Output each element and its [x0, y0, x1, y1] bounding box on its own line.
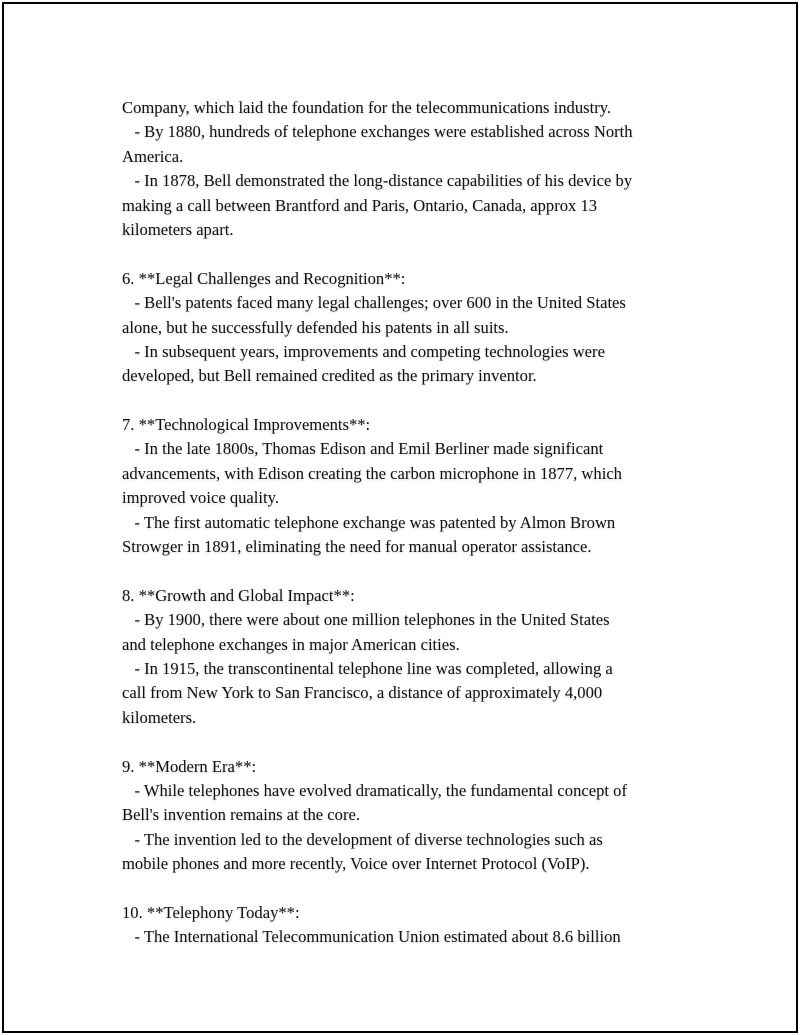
paragraph: [122, 96, 702, 242]
section-modern-era: [122, 755, 702, 877]
text-line: - The International Telecommunication Union estimated about 8.6 billion: [122, 927, 621, 947]
text-line: - Bell's patents faced many legal challenges; over 600 in the United States: [122, 293, 626, 313]
text-line: kilometers apart.: [122, 219, 234, 239]
text-line: call from New York to San Francisco, a distance of approximately 4,000: [122, 683, 603, 703]
text-line: - While telephones have evolved dramatically, the fundamental concept of: [122, 780, 627, 800]
text-line: making a call between Brantford and Paris, Ontario, Canada, approx 13: [122, 195, 598, 215]
section-heading: 6. **Legal Challenges and Recognition**:: [122, 268, 406, 288]
text-line: kilometers.: [122, 707, 197, 727]
section-heading: 9. **Modern Era**:: [122, 756, 257, 776]
text-line: advancements, with Edison creating the carbon microphone in 1877, which: [122, 463, 622, 483]
text-line: - The first automatic telephone exchange was patented by Almon Brown: [122, 512, 616, 532]
text-line: - In 1878, Bell demonstrated the long-distance capabilities of his device by: [122, 171, 633, 191]
page-frame: [2, 2, 798, 1033]
paragraph-spacer: [122, 389, 702, 413]
text-line: - In 1915, the transcontinental telephone line was completed, allowing a: [122, 658, 613, 678]
text-line: alone, but he successfully defended his patents in all suits.: [122, 317, 509, 337]
paragraph-spacer: [122, 242, 702, 266]
text-line: - By 1900, there were about one million telephones in the United States: [122, 610, 610, 630]
text-line: - The invention led to the development of diverse technologies such as: [122, 829, 603, 849]
text-line: Strowger in 1891, eliminating the need for manual operator assistance.: [122, 537, 592, 557]
text-line: - By 1880, hundreds of telephone exchanges were established across North: [122, 122, 633, 142]
section-technological-improvements: [122, 413, 702, 559]
text-line: Company, which laid the foundation for the telecommunications industry.: [122, 98, 612, 117]
section-heading: 7. **Technological Improvements**:: [122, 415, 371, 435]
text-line: - In the late 1800s, Thomas Edison and Emil Berliner made significant: [122, 439, 604, 459]
text-line: developed, but Bell remained credited as the primary inventor.: [122, 366, 537, 386]
paragraph-spacer: [122, 559, 702, 583]
text-line: America.: [122, 146, 184, 166]
section-heading: 8. **Growth and Global Impact**:: [122, 585, 355, 605]
section-heading: 10. **Telephony Today**:: [122, 902, 300, 922]
section-telephony-today: [122, 901, 702, 950]
text-line: Bell's invention remains at the core.: [122, 805, 361, 825]
section-growth-global-impact: [122, 584, 702, 730]
text-line: mobile phones and more recently, Voice over Internet Protocol (VoIP).: [122, 854, 590, 874]
text-line: and telephone exchanges in major American cities.: [122, 634, 460, 654]
document-body: [122, 96, 702, 950]
text-line: improved voice quality.: [122, 488, 279, 508]
paragraph-spacer: [122, 730, 702, 754]
paragraph-spacer: [122, 877, 702, 901]
section-legal-challenges: [122, 267, 702, 389]
text-line: - In subsequent years, improvements and competing technologies were: [122, 341, 605, 361]
